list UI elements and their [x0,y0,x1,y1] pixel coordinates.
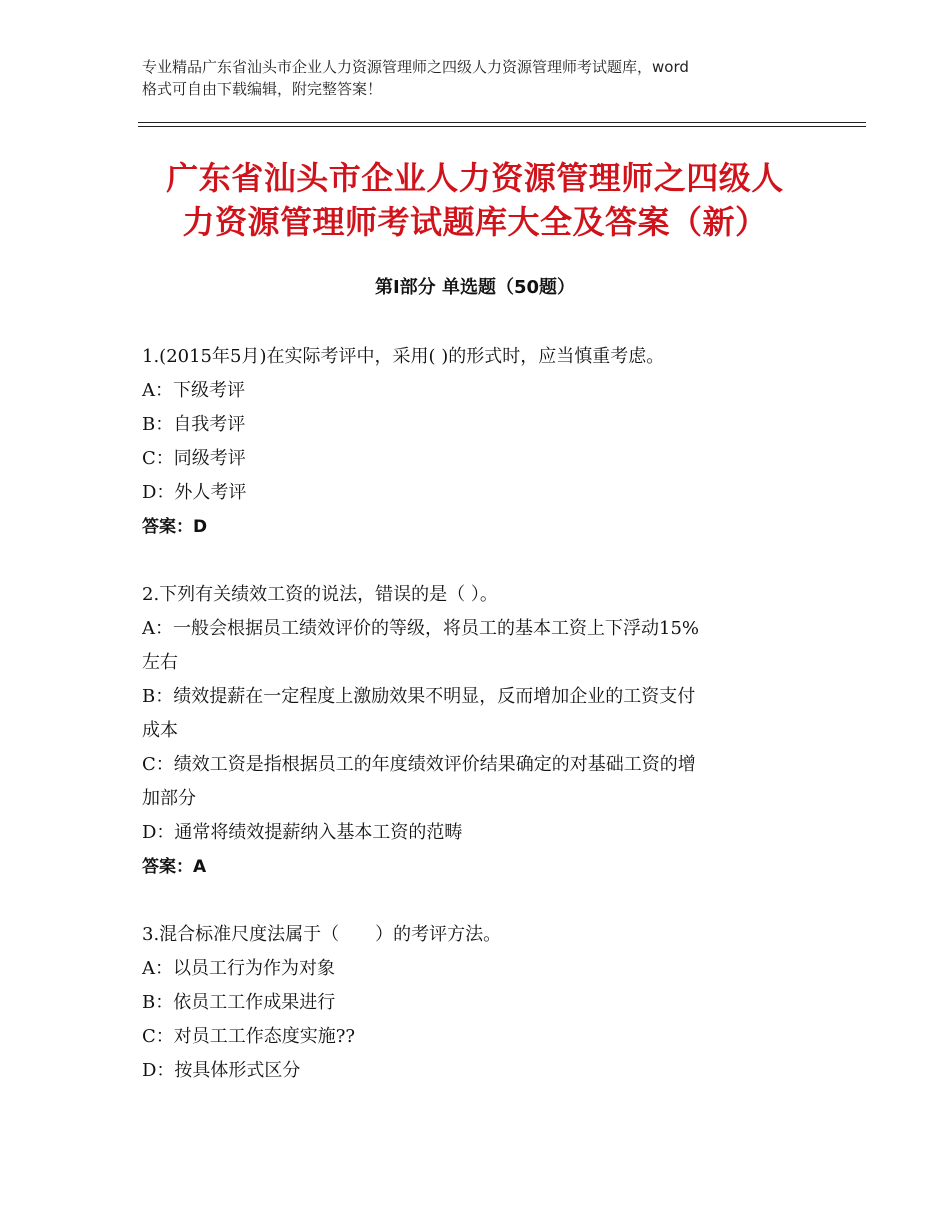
question-option: B：依员工工作成果进行 [142,992,336,1013]
question-option: B：绩效提薪在一定程度上激励效果不明显，反而增加企业的工资支付 [142,686,696,707]
question-answer: 答案：D [142,517,208,537]
question-stem: 2.下列有关绩效工资的说法，错误的是（ ）。 [142,584,498,605]
question-option: C：对员工工作态度实施?? [142,1026,356,1047]
question-list [142,340,812,1122]
question-option: A：以员工行为作为对象 [142,958,335,979]
question-option: D：外人考评 [142,482,247,503]
question-option: B：自我考评 [142,414,246,435]
question-1 [142,340,812,544]
question-option: A：一般会根据员工绩效评价的等级，将员工的基本工资上下浮动15% [142,618,700,639]
question-option: A：下级考评 [142,380,245,401]
document-title [100,156,850,244]
question-2 [142,578,812,884]
question-option: 左右 [142,652,178,673]
title-line-1: 广东省汕头市企业人力资源管理师之四级人 [166,159,784,197]
question-3 [142,918,812,1088]
question-option: 成本 [142,720,178,741]
question-option: C：同级考评 [142,448,246,469]
question-option: 加部分 [142,788,196,809]
header-line-2: 格式可自由下载编辑，附完整答案！ [142,80,383,98]
document-header [142,56,822,100]
question-stem: 3.混合标准尺度法属于（ ）的考评方法。 [142,924,502,945]
question-option: D：按具体形式区分 [142,1060,301,1081]
header-rule-top [138,122,866,123]
header-line-1: 专业精品广东省汕头市企业人力资源管理师之四级人力资源管理师考试题库，word [142,58,689,76]
question-option: D：通常将绩效提薪纳入基本工资的范畴 [142,822,463,843]
title-line-2: 力资源管理师考试题库大全及答案（新） [182,203,768,241]
question-option: C：绩效工资是指根据员工的年度绩效评价结果确定的对基础工资的增 [142,754,696,775]
section-heading: 第Ⅰ部分 单选题（50题） [374,277,575,298]
header-rule-bottom [138,126,866,127]
question-stem: 1.(2015年5月)在实际考评中，采用( )的形式时，应当慎重考虑。 [142,346,665,367]
question-answer: 答案：A [142,857,207,877]
